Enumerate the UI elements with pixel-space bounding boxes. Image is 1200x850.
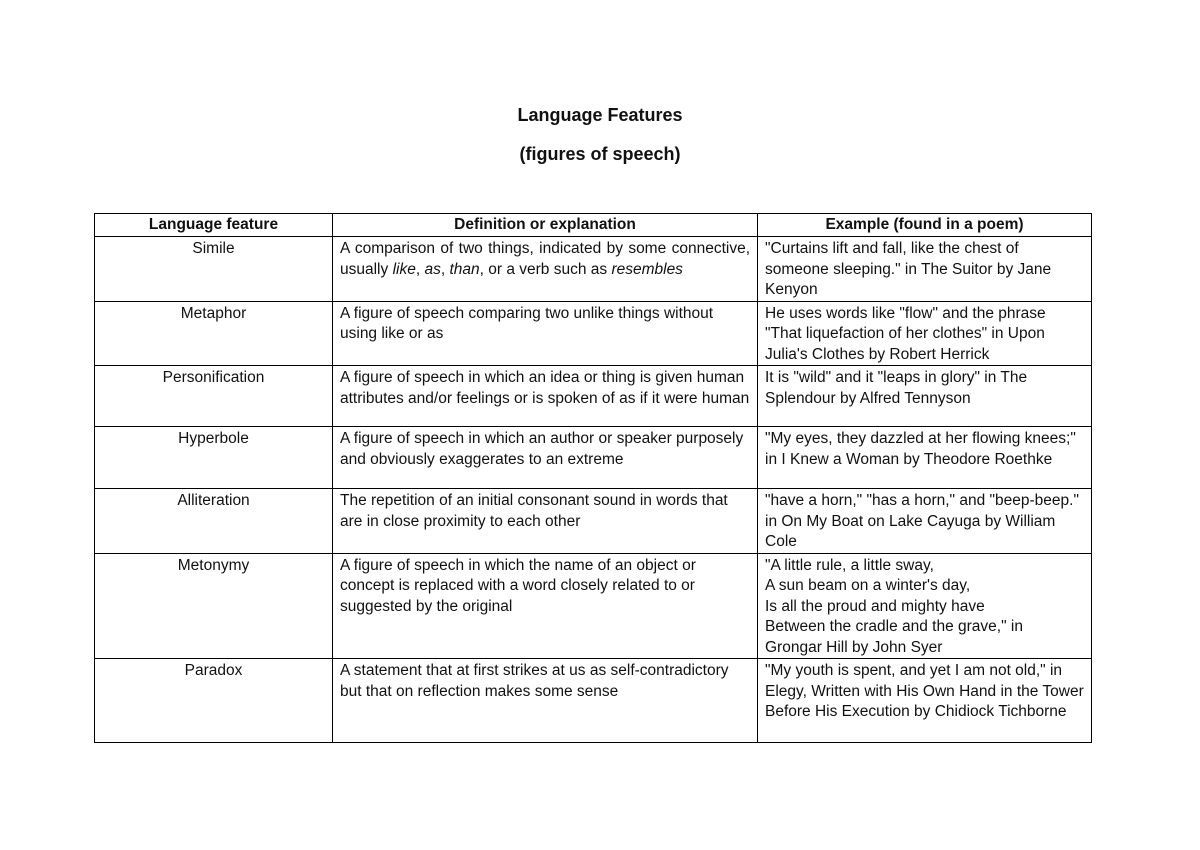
definition-cell: A figure of speech comparing two unlike things without using like or as xyxy=(333,301,758,366)
example-cell: "have a horn," "has a horn," and "beep-beep." in On My Boat on Lake Cayuga by William Cole xyxy=(758,489,1092,554)
definition-cell: A figure of speech in which an idea or thing is given human attributes and/or feelings or is spoken of as if it were human xyxy=(333,366,758,427)
definition-italic-word: like xyxy=(392,260,416,278)
table-row xyxy=(95,659,1092,743)
header-example: Example (found in a poem) xyxy=(758,214,1092,237)
feature-cell: Personification xyxy=(95,366,333,427)
feature-cell: Hyperbole xyxy=(95,427,333,489)
table-row xyxy=(95,489,1092,554)
definition-text: , xyxy=(440,260,450,278)
document-title: Language Features xyxy=(517,105,683,125)
definition-text: , or a verb such as xyxy=(479,260,612,278)
feature-cell: Alliteration xyxy=(95,489,333,554)
example-cell: "My eyes, they dazzled at her flowing knees;" in I Knew a Woman by Theodore Roethke xyxy=(758,427,1092,489)
table-header-row xyxy=(95,214,1092,237)
definition-cell: A figure of speech in which an author or speaker purposely and obviously exaggerates to an extreme xyxy=(333,427,758,489)
definition-cell: A figure of speech in which the name of an object or concept is replaced with a word closely related to or suggested by the original xyxy=(333,553,758,659)
table-row xyxy=(95,427,1092,489)
feature-cell: Metonymy xyxy=(95,553,333,659)
definition-italic-word: as xyxy=(424,260,441,278)
example-cell: "Curtains lift and fall, like the chest of someone sleeping." in The Suitor by Jane Kenyon xyxy=(758,237,1092,302)
definition-italic-word: than xyxy=(449,260,480,278)
example-cell: "My youth is spent, and yet I am not old," in Elegy, Written with His Own Hand in the Tower Before His Execution by Chidiock Tichborne xyxy=(758,659,1092,743)
feature-cell: Simile xyxy=(95,237,333,302)
table-row xyxy=(95,553,1092,659)
feature-cell: Metaphor xyxy=(95,301,333,366)
language-features-table xyxy=(94,213,1092,743)
header-definition: Definition or explanation xyxy=(333,214,758,237)
example-cell: It is "wild" and it "leaps in glory" in The Splendour by Alfred Tennyson xyxy=(758,366,1092,427)
example-line: Between the cradle and the grave," in Grongar Hill by John Syer xyxy=(765,618,1023,656)
feature-cell: Paradox xyxy=(95,659,333,743)
example-line: "A little rule, a little sway, xyxy=(765,556,934,574)
example-line: A sun beam on a winter's day, xyxy=(765,577,971,594)
definition-cell xyxy=(333,237,758,302)
example-cell: He uses words like "flow" and the phrase "That liquefaction of her clothes" in Upon Julia's Clothes by Robert Herrick xyxy=(758,301,1092,366)
header-language-feature: Language feature xyxy=(95,214,333,237)
document-subtitle: (figures of speech) xyxy=(519,144,681,164)
definition-cell: The repetition of an initial consonant sound in words that are in close proximity to each other xyxy=(333,489,758,554)
example-cell xyxy=(758,553,1092,659)
definition-italic-word: resembles xyxy=(611,260,683,278)
definition-text: A comparison of two things, indicated by some connective, usually xyxy=(340,240,750,278)
definition-cell: A statement that at first strikes at us as self-contradictory but that on reflection makes some sense xyxy=(333,659,758,743)
table-row xyxy=(95,301,1092,366)
table-row xyxy=(95,366,1092,427)
definition-text: , xyxy=(415,260,425,278)
example-line: Is all the proud and mighty have xyxy=(765,597,985,615)
table-row xyxy=(95,237,1092,302)
